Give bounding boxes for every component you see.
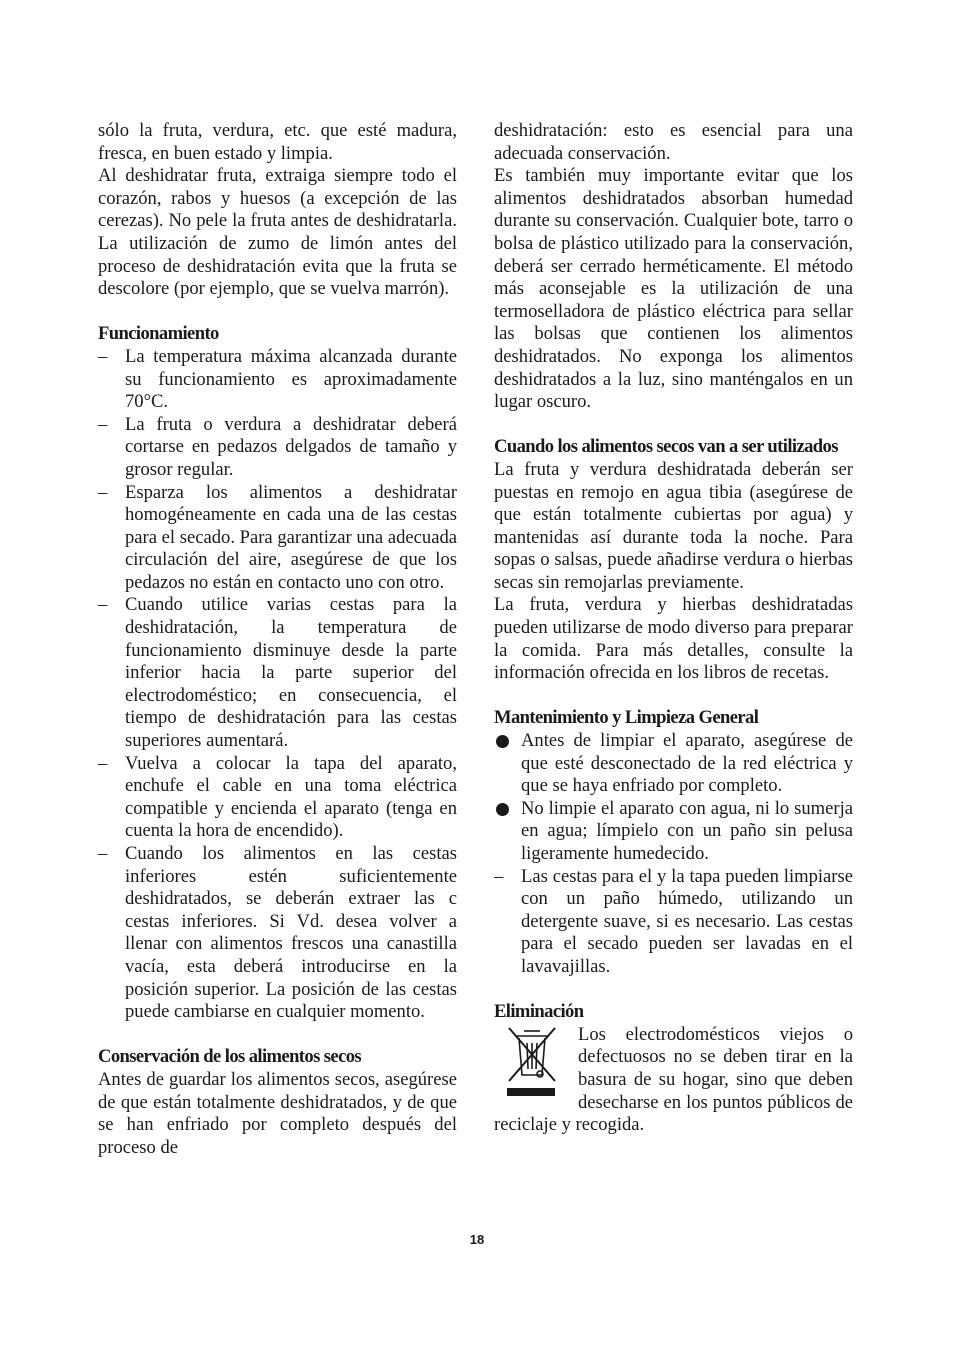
bullet-icon	[496, 735, 509, 748]
heading-mantenimiento: Mantenimiento y Limpieza General	[494, 707, 759, 729]
uso-paragraph-2: La fruta, verdura y hierbas deshidratadas pueden utilizarse de modo diverso para preparar la comida. Para más detalles, consulte la información ofrecida en los libros de recetas.	[494, 594, 853, 684]
right-column	[494, 120, 853, 1137]
dash-marker: –	[98, 413, 108, 435]
dash-marker: –	[494, 865, 504, 887]
heading-eliminacion: Eliminación	[494, 1001, 584, 1023]
uso-paragraph-1: La fruta y verdura deshidratada deberán ser puestas en remojo en agua tibia (asegúrese de que están totalmente cubiertas por agua) y mantenidas así durante toda la noche. Para sopas o salsas, puede añadirse verdura o hierbas secas sin remojarlas previamente.	[494, 458, 853, 593]
list-item: – Cuando utilice varias cestas para la deshidratación, la temperatura de funcionamiento disminuye desde la parte inferior hacia la parte superior del electrodoméstico; en consecuencia, el tiempo de deshidratación para las cestas superiores aumentará.	[98, 594, 457, 752]
mantenimiento-list	[494, 730, 853, 979]
list-item: Antes de limpiar el aparato, asegúrese de que esté desconectado de la red eléctrica y que se haya enfriado por completo.	[494, 730, 853, 798]
list-item: – Vuelva a colocar la tapa del aparato, enchufe el cable en una toma eléctrica compatible y encienda el aparato (tenga en cuenta la hora de encendido).	[98, 752, 457, 842]
right-intro-paragraph-2: Es también muy importante evitar que los alimentos deshidratados absorban humedad durante su conservación. Cualquier bote, tarro o bolsa de plástico utilizado para la conservación, deberá ser cerrado herméticamente. El método más aconsejable es la utilización de una termoselladora de plástico eléctrica para sellar las bolsas que contienen los alimentos deshidratados. No exponga los alimentos deshidratados a la luz, sino manténgalos en un lugar oscuro.	[494, 165, 853, 413]
heading-funcionamiento: Funcionamiento	[98, 323, 219, 345]
list-item: – Las cestas para el y la tapa pueden limpiarse con un paño húmedo, utilizando un detergente suave, si es necesario. Las cestas para el secado pueden ser lavadas en el lavavajillas.	[494, 865, 853, 977]
heading-uso: Cuando los alimentos secos van a ser utilizados	[494, 436, 838, 458]
left-column	[98, 120, 457, 1159]
list-item: – Esparza los alimentos a deshidratar homogéneamente en cada una de las cestas para el secado. Para garantizar una adecuada circulación del aire, asegúrese de que los pedazos no están en contacto uno con otro.	[98, 481, 457, 593]
dash-marker: –	[98, 843, 108, 864]
list-item: – La fruta o verdura a deshidratar deberá cortarse en pedazos delgados de tamaño y grosor regular.	[98, 413, 457, 480]
list-item: No limpie el aparato con agua, ni lo sumerja en agua; límpielo con un paño sin pelusa ligeramente humedecido.	[494, 798, 853, 866]
eliminacion-block	[494, 1024, 853, 1137]
page-number: 18	[469, 1232, 485, 1247]
dash-marker: –	[98, 752, 108, 774]
dash-marker: –	[98, 345, 108, 367]
list-item: – La temperatura máxima alcanzada durante su funcionamiento es aproximadamente 70°C.	[98, 345, 457, 413]
right-intro-paragraph-1: deshidratación: esto es esencial para una adecuada conservación.	[494, 120, 853, 164]
list-item: – Cuando los alimentos en las cestas inferiores estén suficientemente deshidratados, se deberán extraer las c cestas inferiores. Si Vd. desea volver a llenar con alimentos frescos una canastilla vacía, esta deberá introducirse en la posición superior. La posición de las cestas puede cambiarse en cualquier momento.	[98, 843, 457, 1023]
weee-crossed-bin-icon	[502, 1025, 562, 1101]
conservacion-paragraph: Antes de guardar los alimentos secos, asegúrese de que están totalmente deshidratados, y de que se han enfriado por completo después del proceso de	[98, 1068, 457, 1158]
funcionamiento-list	[98, 346, 457, 1024]
intro-paragraph-1: sólo la fruta, verdura, etc. que esté madura, fresca, en buen estado y limpia.	[98, 120, 457, 164]
bullet-icon	[496, 803, 509, 816]
dash-marker: –	[98, 481, 108, 503]
intro-paragraph-2: Al deshidratar fruta, extraiga siempre todo el corazón, rabos y huesos (a excepción de las cerezas). No pele la fruta antes de deshidratarla. La utilización de zumo de limón antes del proceso de deshidratación evita que la fruta se descolore (por ejemplo, que se vuelva marrón).	[98, 165, 457, 300]
dash-marker: –	[98, 594, 108, 616]
heading-conservacion: Conservación de los alimentos secos	[98, 1046, 362, 1068]
eliminacion-paragraph: Los electrodomésticos viejos o defectuosos no se deben tirar en la basura de su hogar, sino que deben desecharse en los puntos públicos de reciclaje y recogida.	[494, 1023, 853, 1136]
